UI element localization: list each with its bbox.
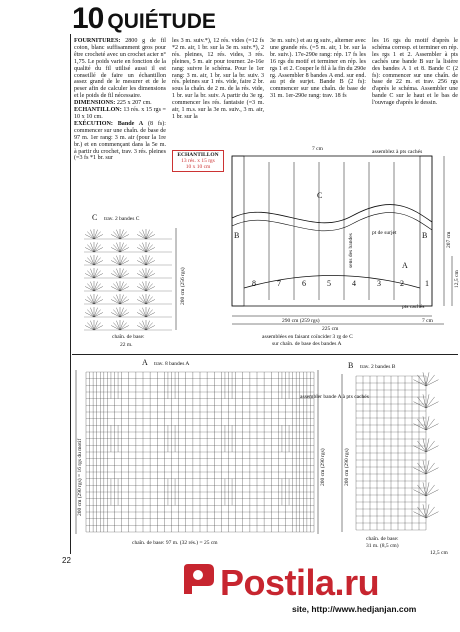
stitch-mark <box>87 271 94 278</box>
section-divider <box>72 354 458 355</box>
stitch-mark <box>414 446 426 452</box>
schema-pts-caches: pts cachés <box>402 304 425 310</box>
stitch-mark <box>146 232 153 239</box>
left-margin-rule <box>70 34 71 554</box>
stitch-mark <box>113 232 120 239</box>
schema-top-measure: 7 cm <box>312 146 323 152</box>
stitch-mark <box>139 271 146 278</box>
chart-a-stitches <box>86 372 314 532</box>
schema-side-right: B <box>422 231 428 240</box>
chart-c-subtitle: trav. 2 bandes C <box>104 216 140 222</box>
schema-bottom-right: 7 cm <box>422 318 433 324</box>
chart-b-subtitle: trav. 2 bandes B <box>360 364 396 370</box>
stitch-mark <box>94 271 101 278</box>
stitch-mark <box>87 284 94 291</box>
chart-b-diagram <box>334 356 460 556</box>
stitch-mark <box>146 323 153 330</box>
stitch-mark <box>94 232 101 239</box>
stitch-mark <box>113 258 120 265</box>
stitch-mark <box>120 310 127 317</box>
chart-a-center-note: assembler bande A à pts cachés <box>300 394 369 400</box>
stitch-mark <box>87 232 94 239</box>
stitch-mark <box>139 232 146 239</box>
stitch-mark <box>87 258 94 265</box>
stitch-mark <box>139 297 146 304</box>
chart-a-diagram <box>72 356 369 552</box>
stitch-mark <box>94 258 101 265</box>
schema-bande-c: C <box>317 191 323 200</box>
stitch-mark <box>113 245 120 252</box>
swatch-line-2: 10 x 10 cm <box>185 164 211 170</box>
stitch-mark <box>139 323 146 330</box>
chart-c-base-label: chaîn. de base: <box>112 334 145 340</box>
schema-bottom-note-2: sur chaîn. de base des bandes A <box>272 341 342 347</box>
fournitures-paragraph: FOURNITURES: 2800 g de fil coton, blanc suffisamment gros pour être crocheté avec un crochet acier n° 1,75. Le poids varie en fonction de la qualité du fil utilisé aussi il est conseillé de faire un échantillon assez grand de le mesurer et de le peser afin de calculer les dimensions et le poids de fil nécessaire. <box>74 38 166 100</box>
schema-center-note: sens des bandes <box>348 233 354 268</box>
stitch-mark <box>414 424 426 430</box>
execution-paragraph: EXÉCUTION: Bande A (8 fs): commencer sur une chaîn. de base de 97 m. 1er rang: 3 m. air (pour la 1re br.) et en commençant dans la 5e m. à partir du crochet, trav. 3 rés. pleines (=3 fs *1 br. sur <box>74 120 166 162</box>
stitch-mark <box>426 490 438 496</box>
chart-a-height-left: 200 cm (290 rgs) = 16 rgs du motif <box>77 438 83 516</box>
stitch-mark <box>414 380 426 386</box>
stitch-mark <box>94 284 101 291</box>
stitch-mark <box>120 323 127 330</box>
stitch-mark <box>426 446 438 452</box>
schema-top-note: assemblez à pts cachés <box>372 149 423 155</box>
instructions-column-1 <box>74 38 166 162</box>
schema-num-7: 7 <box>277 279 281 288</box>
schema-num-3: 3 <box>377 279 381 288</box>
stitch-mark <box>113 297 120 304</box>
assembly-schema <box>222 138 460 350</box>
pattern-name: QUIÉTUDE <box>107 10 216 33</box>
stitch-mark <box>139 258 146 265</box>
schema-num-4: 4 <box>352 279 356 288</box>
swatch-line-1: 13 rés. x 15 rgs <box>181 158 215 164</box>
stitch-mark <box>113 271 120 278</box>
stitch-mark <box>120 271 127 278</box>
dimensions-paragraph: DIMENSIONS: 225 x 207 cm. <box>74 100 152 107</box>
chart-c-height: 200 cm (256 rgs) <box>180 267 186 305</box>
stitch-mark <box>94 323 101 330</box>
stitch-mark <box>426 424 438 430</box>
schema-bottom-w1: 290 cm (259 rgs) <box>282 318 320 324</box>
chart-b-label: B <box>348 361 354 370</box>
schema-side-note: pt de surjet <box>372 230 397 236</box>
stitch-mark <box>414 468 426 474</box>
stitch-mark <box>94 310 101 317</box>
site-url: site, http://www.hedjanjan.com <box>292 604 417 614</box>
stitch-mark <box>146 297 153 304</box>
chart-a-label: A <box>142 358 148 367</box>
chart-b-right: 12,5 cm <box>430 550 448 556</box>
chart-a-height-right: 200 cm (290 rgs) <box>320 448 326 486</box>
instructions-column-2: les 3 m. suiv.*), 12 rés. vides (=12 fs *2 m. air, 1 br. sur la 3e m. suiv.*), 2 rés. pleines, 12 rés. vides, 3 rés. pleines, 5 m. air pour tourner. 2e-16e rang: suivre le schéma. Pour le 1er rang: 3 m. air, 1 br. sur la br. suiv. 3 rés. pleines sur 1 rés. vide, faire 2 br. sous la chaîn. de 2 m. de la rés. vide, 1 br. sur la br. suiv. A partir du 3e rg. commencer les rés. fantaisie (=3 m. air, 1 m.s. sur la 3e m. suiv., 3 m. air, 1 br. sur la <box>172 38 264 120</box>
stitch-mark <box>414 402 426 408</box>
chart-c-diagram <box>72 210 192 350</box>
pattern-number: 10 <box>72 2 104 35</box>
stitch-mark <box>113 284 120 291</box>
swatch-box <box>172 150 224 172</box>
schema-bottom-w2: 225 cm <box>322 326 339 332</box>
instructions-column-3: 3e m. suiv.) et au rg suiv., alterner avec une grande rés. (=5 m. air, 1 br. sur la br. suiv.). 17e-290e rang: rép. 17 fs les 16 rgs du motif et terminer en rép. les rgs 1 et 2. Couper le fil à la fin du 290e rg. Assembler 8 bandes A end. sur end. au pt de surjet. Bande B (2 fs): commencer sur une chaîn. de base de 31 m. 1er-290e rang: trav. 18 fs <box>270 38 366 100</box>
chart-a-subtitle: trav. 8 bandes A <box>154 361 190 367</box>
schema-num-8: 8 <box>252 279 256 288</box>
schema-bande-a: A <box>402 261 408 270</box>
stitch-mark <box>113 310 120 317</box>
stitch-mark <box>146 310 153 317</box>
schema-right-height: 207 cm <box>446 231 452 248</box>
chart-a-base: chaîn. de base: 97 m. (32 rés.) = 25 cm <box>132 540 218 546</box>
stitch-mark <box>426 380 438 386</box>
stitch-mark <box>426 512 438 518</box>
stitch-mark <box>426 468 438 474</box>
stitch-mark <box>139 310 146 317</box>
chart-c-label: C <box>92 213 98 222</box>
stitch-mark <box>414 512 426 518</box>
stitch-mark <box>94 245 101 252</box>
stitch-mark <box>87 297 94 304</box>
stitch-mark <box>139 284 146 291</box>
stitch-mark <box>120 232 127 239</box>
instructions-column-4: les 16 rgs du motif d'après le schéma corresp. et terminer en rép. les rgs 1 et 2. Assembler à pts cachés une bande B sur la lisière des bandes A 1 et 8. Bande C (2 fs): commencer sur une chaîn. de base de 22 m. et trav. 256 rgs d'après le schéma. Assembler une bande C sur le haut et le bas de l'ouvrage d'après le dessin. <box>372 38 458 107</box>
stitch-mark <box>120 284 127 291</box>
watermark-logo-icon <box>178 560 218 600</box>
page-number: 22 <box>62 556 71 565</box>
stitch-mark <box>94 297 101 304</box>
schema-bottom-note-1: assemblées en faisant coïncider 3 rg de C <box>262 334 353 340</box>
stitch-mark <box>139 245 146 252</box>
schema-num-2: 2 <box>400 279 404 288</box>
schema-num-5: 5 <box>327 279 331 288</box>
pattern-title <box>72 4 216 34</box>
stitch-mark <box>87 245 94 252</box>
stitch-mark <box>146 258 153 265</box>
stitch-mark <box>87 310 94 317</box>
stitch-mark <box>146 271 153 278</box>
chart-b-height: 200 cm (290 rgs) <box>344 448 350 486</box>
schema-right-small: 12,5 cm <box>454 270 460 288</box>
schema-num-1: 1 <box>425 279 429 288</box>
stitch-mark <box>87 323 94 330</box>
stitch-mark <box>146 245 153 252</box>
chart-b-stitches <box>356 372 438 530</box>
stitch-mark <box>120 297 127 304</box>
swatch-title: ECHANTILLON <box>177 152 219 158</box>
schema-num-6: 6 <box>302 279 306 288</box>
stitch-mark <box>113 323 120 330</box>
stitch-mark <box>426 402 438 408</box>
watermark-text: Postila.ru <box>220 562 380 603</box>
chart-c-stitches <box>84 229 172 330</box>
chart-b-base-value: 31 m. (8,5 cm) <box>366 543 399 549</box>
echantillon-paragraph: ECHANTILLON: 13 rés. x 15 rgs = 10 x 10 cm. <box>74 107 166 120</box>
schema-side-left: B <box>234 231 240 240</box>
stitch-mark <box>146 284 153 291</box>
chart-b-base-label: chaîn. de base: <box>366 536 399 542</box>
stitch-mark <box>120 258 127 265</box>
stitch-mark <box>120 245 127 252</box>
chart-c-base-value: 22 m. <box>120 342 133 348</box>
